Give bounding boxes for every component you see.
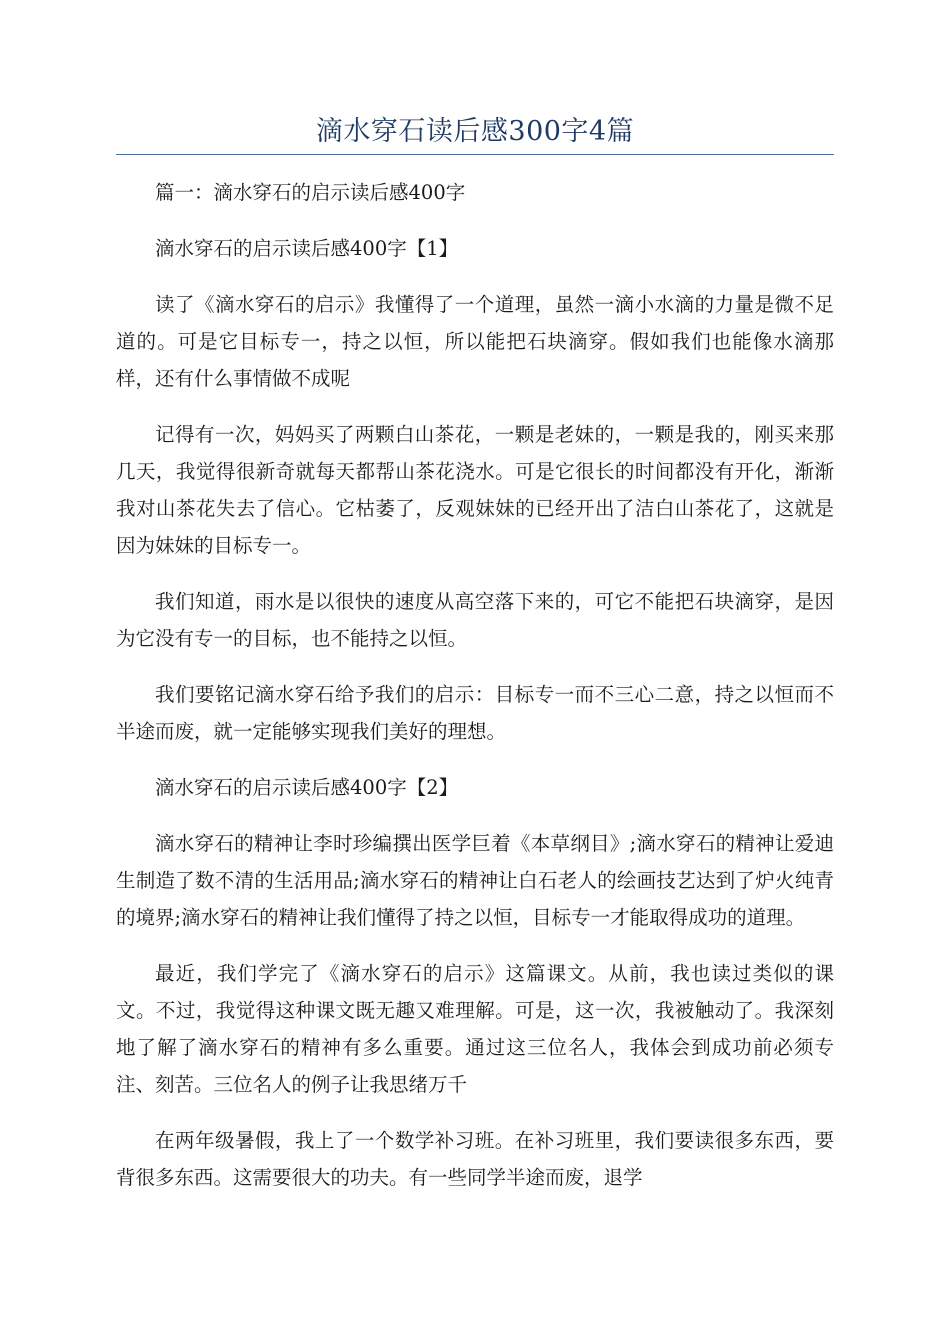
title-underline bbox=[116, 154, 834, 155]
body-paragraph: 记得有一次，妈妈买了两颗白山茶花，一颗是老妹的，一颗是我的，刚买来那几天，我觉得很新奇就每天都帮山茶花浇水。可是它很长的时间都没有开化，渐渐我对山茶花失去了信心。它枯萎了，反观妹妹的已经开出了洁白山茶花了，这就是因为妹妹的目标专一。 bbox=[116, 423, 834, 557]
body-paragraph: 最近，我们学完了《滴水穿石的启示》这篇课文。从前，我也读过类似的课文。不过，我觉得这种课文既无趣又难理解。可是，这一次，我被触动了。我深刻地了解了滴水穿石的精神有多么重要。通过这三位名人，我体会到成功前必须专注、刻苦。三位名人的例子让我思绪万千 bbox=[116, 962, 834, 1096]
body-paragraph: 我们要铭记滴水穿石给予我们的启示：目标专一而不三心二意，持之以恒而不半途而废，就一定能够实现我们美好的理想。 bbox=[116, 683, 834, 743]
body-paragraph: 滴水穿石的精神让李时珍编撰出医学巨着《本草纲目》;滴水穿石的精神让爱迪生制造了数不清的生活用品;滴水穿石的精神让白石老人的绘画技艺达到了炉火纯青的境界;滴水穿石的精神让我们懂得了持之以恒，目标专一才能取得成功的道理。 bbox=[116, 832, 834, 929]
body-paragraph: 我们知道，雨水是以很快的速度从高空落下来的，可它不能把石块滴穿，是因为它没有专一的目标，也不能持之以恒。 bbox=[116, 590, 834, 650]
section-heading: 篇一：滴水穿石的启示读后感400字 bbox=[155, 181, 466, 204]
subsection-heading: 滴水穿石的启示读后感400字【2】 bbox=[155, 776, 459, 799]
document-body bbox=[116, 174, 834, 1215]
body-paragraph: 读了《滴水穿石的启示》我懂得了一个道理，虽然一滴小水滴的力量是微不足道的。可是它目标专一，持之以恒，所以能把石块滴穿。假如我们也能像水滴那样，还有什么事情做不成呢 bbox=[116, 293, 834, 390]
subsection-heading: 滴水穿石的启示读后感400字【1】 bbox=[155, 237, 459, 260]
body-paragraph: 在两年级暑假，我上了一个数学补习班。在补习班里，我们要读很多东西，要背很多东西。这需要很大的功夫。有一些同学半途而废，退学 bbox=[116, 1129, 834, 1189]
document-title: 滴水穿石读后感300字4篇 bbox=[315, 116, 635, 147]
